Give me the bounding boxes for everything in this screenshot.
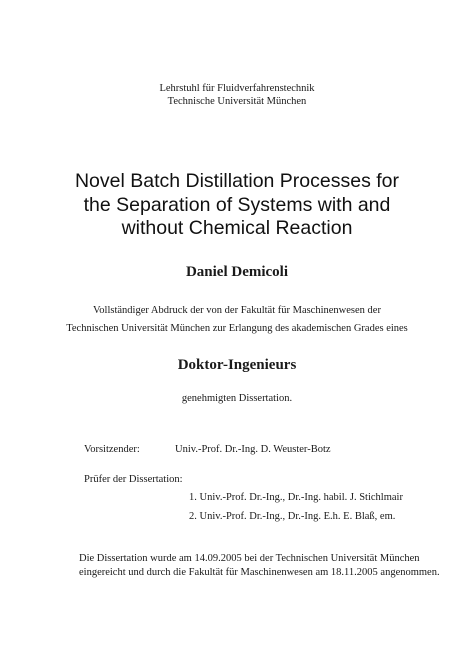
committee-chair-label: Vorsitzender: xyxy=(84,444,140,455)
examiner-1: 1. Univ.-Prof. Dr.-Ing., Dr.-Ing. habil. J. Stichlmair xyxy=(189,492,403,503)
thesis-title-line-1: Novel Batch Distillation Processes for xyxy=(74,170,400,192)
statement-line-1: Vollständiger Abdruck der von der Fakultät für Maschinenwesen der xyxy=(93,305,381,316)
thesis-title-line-3: without Chemical Reaction xyxy=(121,217,353,239)
degree-title: Doktor-Ingenieurs xyxy=(177,357,297,373)
examiners-label: Prüfer der Dissertation: xyxy=(84,474,183,485)
submission-note-line-2: eingereicht und durch die Fakultät für Maschinenwesen am 18.11.2005 angenommen. xyxy=(79,567,440,578)
examiner-2: 2. Univ.-Prof. Dr.-Ing., Dr.-Ing. E.h. E. Blaß, em. xyxy=(189,511,396,522)
chair-name: Lehrstuhl für Fluidverfahrenstechnik xyxy=(159,83,315,94)
submission-note-line-1: Die Dissertation wurde am 14.09.2005 bei der Technischen Universität München xyxy=(79,553,420,564)
university-name: Technische Universität München xyxy=(167,96,307,107)
author-name: Daniel Demicoli xyxy=(185,264,289,280)
approved-text: genehmigten Dissertation. xyxy=(181,393,293,404)
statement-line-2: Technischen Universität München zur Erlangung des akademischen Grades eines xyxy=(66,323,408,334)
committee-chair-name: Univ.-Prof. Dr.-Ing. D. Weuster-Botz xyxy=(175,444,331,455)
thesis-title-line-2: the Separation of Systems with and xyxy=(83,194,391,216)
